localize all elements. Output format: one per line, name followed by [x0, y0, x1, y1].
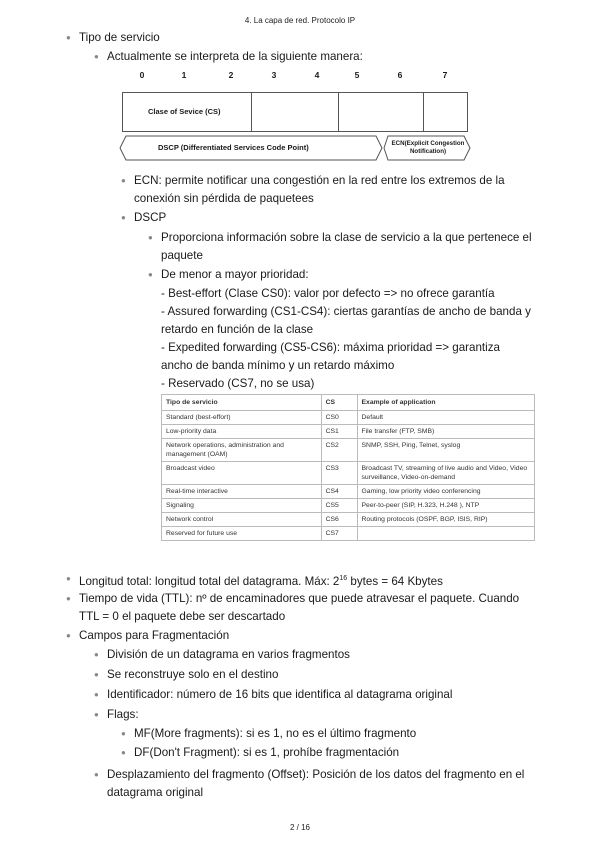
bullet: ● — [66, 594, 71, 603]
bit-number: 0 — [139, 70, 145, 80]
table-cell: Broadcast video — [162, 462, 322, 485]
frag-title: Campos para Fragmentación — [79, 629, 230, 642]
page-number: 2 / 16 — [289, 823, 310, 832]
bullet: ● — [94, 650, 99, 659]
flag-item: MF(More fragments): si es 1, no es el último fragmento — [134, 727, 417, 740]
dscp-field-rest — [251, 92, 339, 132]
table-cell: Low-priority data — [162, 425, 322, 439]
bullet: ● — [66, 631, 71, 640]
bullet: ● — [148, 270, 153, 279]
tos-intro: Actualmente se interpreta de la siguiente manera: — [107, 50, 363, 63]
table-cell: CS2 — [321, 439, 357, 462]
cs-table — [161, 394, 535, 541]
bit-number: 5 — [354, 70, 360, 80]
length-tail: bytes = 64 Kbytes — [347, 575, 443, 588]
table-cell: CS4 — [321, 485, 357, 499]
table-row — [162, 527, 535, 541]
table-cell: CS7 — [321, 527, 357, 541]
ecn-text-line1: ECN: permite notificar una congestión en la red entre los extremos de la — [134, 174, 505, 187]
frag-item: Identificador: número de 16 bits que identifica al datagrama original — [107, 688, 453, 701]
table-cell: CS1 — [321, 425, 357, 439]
ecn-field — [423, 92, 468, 132]
bullet: ● — [66, 574, 71, 583]
table-cell: File transfer (FTP, SMB) — [357, 425, 535, 439]
table-row — [162, 439, 535, 462]
ttl-line1: Tiempo de vida (TTL): nº de encaminadores que puede atravesar el paquete. Cuando — [79, 592, 520, 605]
length-main: Longitud total: longitud total del datagrama. Máx: 2 — [79, 575, 340, 588]
ecn-label-line1: ECN(Explicit Congestion — [391, 140, 465, 147]
bit-number: 2 — [228, 70, 234, 80]
table-cell: Signaling — [162, 499, 322, 513]
table-cell: Broadcast TV, streaming of live audio and Video, Video surveillance, Video-on-demand — [357, 462, 535, 485]
length-text — [79, 570, 443, 590]
bit-number: 4 — [314, 70, 320, 80]
dscp-label: DSCP (Differentiated Services Code Point) — [158, 143, 309, 152]
length-exponent: 16 — [339, 575, 348, 582]
table-row — [162, 513, 535, 527]
bullet: ● — [94, 52, 99, 61]
flag-item: DF(Don't Fragment): si es 1, prohíbe fragmentación — [134, 746, 400, 759]
table-row — [162, 411, 535, 425]
bullet: ● — [121, 729, 126, 738]
bullet: ● — [148, 233, 153, 242]
table-cell: Gaming, low priority video conferencing — [357, 485, 535, 499]
table-cell: CS3 — [321, 462, 357, 485]
table-cell: Reserved for future use — [162, 527, 322, 541]
priority-line: - Reservado (CS7, no se usa) — [161, 377, 315, 390]
bit-number: 3 — [271, 70, 277, 80]
bullet: ● — [94, 690, 99, 699]
table-header: Tipo de servicio — [162, 395, 322, 411]
table-cell: Default — [357, 411, 535, 425]
ecn-label — [384, 140, 472, 156]
bullet: ● — [94, 670, 99, 679]
ttl-line2: TTL = 0 el paquete debe ser descartado — [79, 610, 286, 623]
frag-item: División de un datagrama en varios fragmentos — [107, 648, 350, 661]
ecn-label-line2: Notification) — [409, 148, 447, 155]
dscp-p2: De menor a mayor prioridad: — [161, 268, 309, 281]
bullet: ● — [66, 33, 71, 42]
table-cell: Network control — [162, 513, 322, 527]
table-header: CS — [321, 395, 357, 411]
table-header: Example of application — [357, 395, 535, 411]
bullet: ● — [94, 710, 99, 719]
dscp-title: DSCP — [134, 211, 167, 224]
dscp-p1-line2: paquete — [161, 249, 203, 262]
table-row — [162, 425, 535, 439]
tos-title: Tipo de servicio — [79, 31, 160, 44]
frag-offset-line2: datagrama original — [107, 786, 204, 799]
table-cell: Network operations, administration and management (OAM) — [162, 439, 322, 462]
priority-line: - Assured forwarding (CS1-CS4): ciertas garantías de ancho de banda y — [161, 305, 531, 318]
priority-line: retardo en función de la clase — [161, 323, 314, 336]
table-cell: Standard (best-effort) — [162, 411, 322, 425]
bullet: ● — [121, 176, 126, 185]
tos-bit-diagram — [118, 70, 474, 166]
page-header: 4. La capa de red. Protocolo IP — [244, 16, 356, 25]
bullet: ● — [94, 770, 99, 779]
table-row — [162, 485, 535, 499]
bit-number: 1 — [181, 70, 187, 80]
table-cell: Peer-to-peer (SIP, H.323, H.248 ), NTP — [357, 499, 535, 513]
bit-number: 6 — [397, 70, 403, 80]
ecn-text-line2: conexión sin pérdida de paquetees — [134, 192, 314, 205]
priority-line: - Expedited forwarding (CS5-CS6): máxima prioridad => garantiza — [161, 341, 500, 354]
table-cell — [357, 527, 535, 541]
cs-label: Clase of Sevice (CS) — [148, 107, 221, 116]
table-cell: Real-time interactive — [162, 485, 322, 499]
table-row — [162, 462, 535, 485]
table-cell: CS6 — [321, 513, 357, 527]
frag-item: Se reconstruye solo en el destino — [107, 668, 279, 681]
bullet: ● — [121, 213, 126, 222]
bullet: ● — [121, 748, 126, 757]
table-cell: CS5 — [321, 499, 357, 513]
table-row — [162, 499, 535, 513]
priority-line: ancho de banda mínimo y un retardo máximo — [161, 359, 395, 372]
dscp-p1-line1: Proporciona información sobre la clase de servicio a la que pertenece el — [161, 231, 532, 244]
table-cell: Routing protocols (OSPF, BGP, ISIS, RIP) — [357, 513, 535, 527]
priority-line: - Best-effort (Clase CS0): valor por defecto => no ofrece garantía — [161, 287, 495, 300]
dscp-field-rest — [338, 92, 424, 132]
table-cell: CS0 — [321, 411, 357, 425]
table-cell: SNMP, SSH, Ping, Telnet, syslog — [357, 439, 535, 462]
frag-item: Flags: — [107, 708, 139, 721]
frag-offset-line1: Desplazamiento del fragmento (Offset): Posición de los datos del fragmento en el — [107, 768, 525, 781]
bit-number: 7 — [442, 70, 448, 80]
table-header-row — [162, 395, 535, 411]
